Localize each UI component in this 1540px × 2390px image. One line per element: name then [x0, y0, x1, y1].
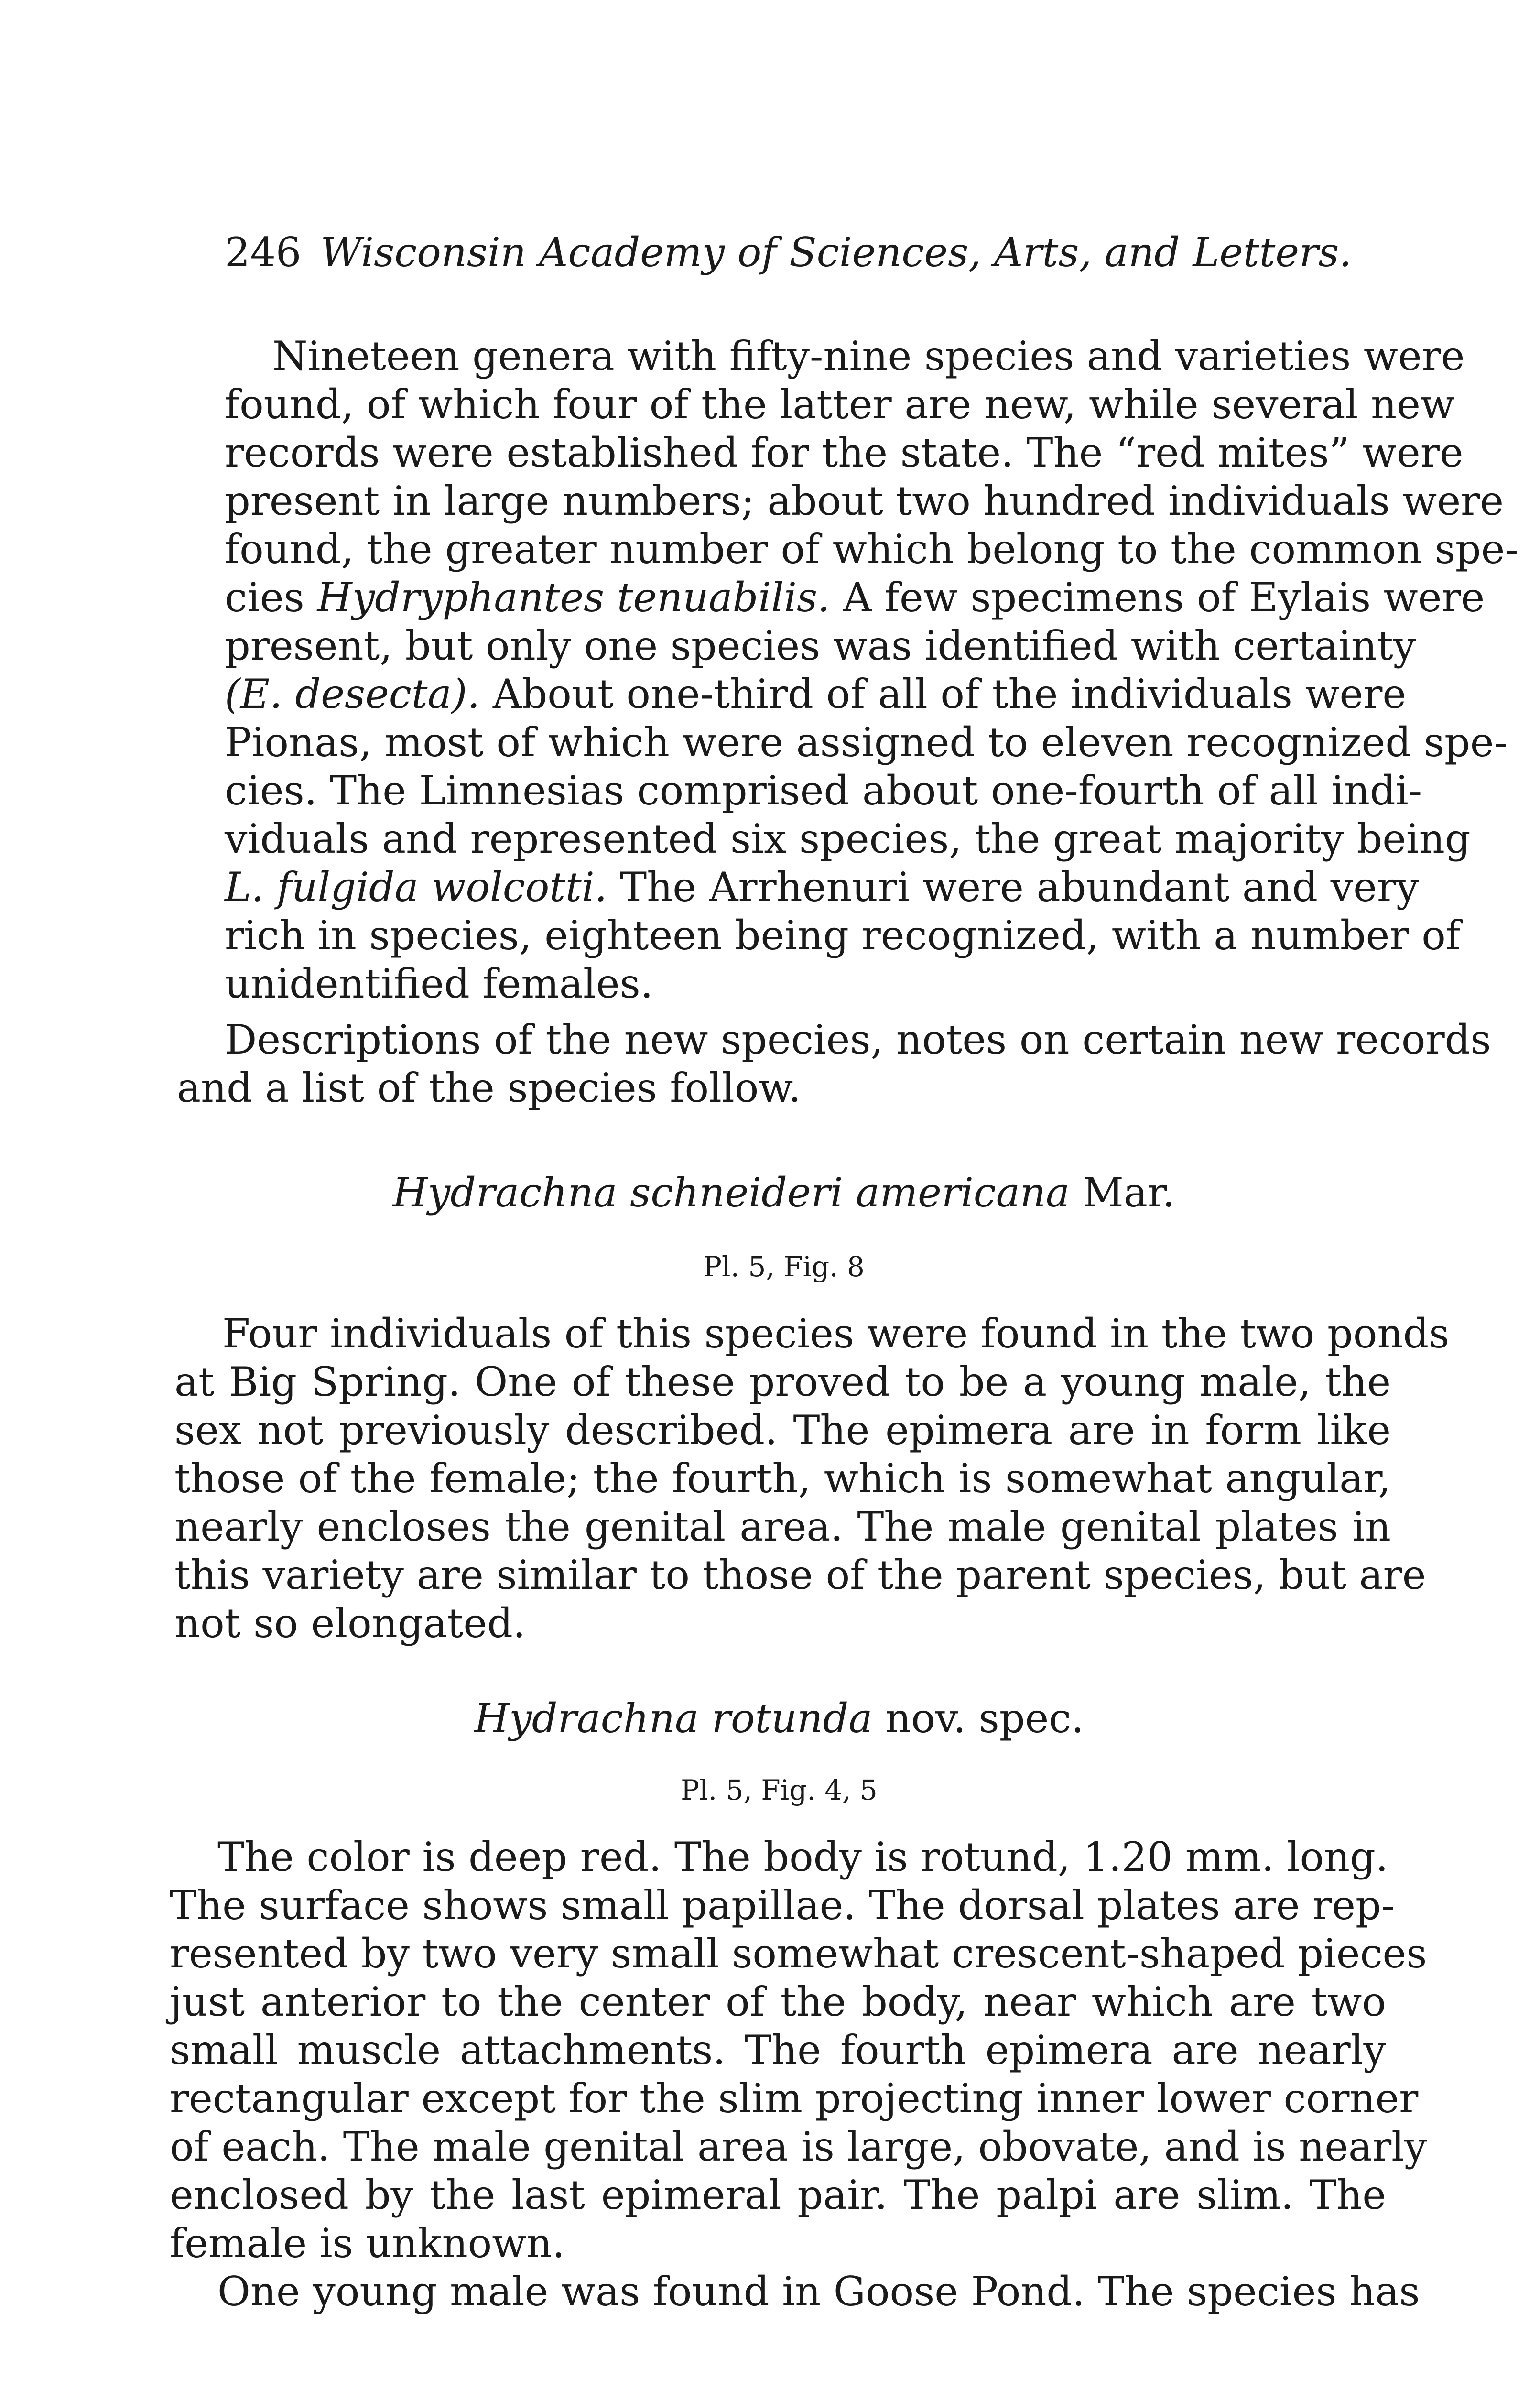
text-line: at Big Spring. One of these proved to be a young male, the	[174, 1358, 1391, 1405]
text-line: just anterior to the center of the body, near which are two	[170, 1978, 1386, 2025]
text-line: One young male was found in Goose Pond. The species has	[217, 2268, 1420, 2315]
text-line: cies. The Limnesias comprised about one-fourth of all indi-	[225, 767, 1422, 814]
text-line: and a list of the species follow.	[177, 1065, 801, 1111]
page-number: 246	[225, 229, 302, 276]
text-line: Descriptions of the new species, notes on certain new records	[225, 1016, 1491, 1063]
text-line: viduals and represented six species, the great majority being	[225, 815, 1471, 862]
running-header	[225, 228, 1391, 276]
section-paragraph	[174, 1310, 1450, 1648]
text-line: records were established for the state. The “red mites” were	[225, 429, 1464, 476]
species-name: Hydrachna schneideri americana	[392, 1169, 1070, 1216]
section-title	[177, 1169, 1391, 1217]
species-name: L. fulgida wolcotti.	[225, 864, 607, 911]
text-line: small muscle attachments. The fourth epimera are nearly	[170, 2027, 1386, 2074]
text-line: female is unknown.	[170, 2220, 565, 2267]
text-line: nearly encloses the genital area. The male genital plates in	[174, 1503, 1391, 1550]
text-line: (E. desecta). About one-third of all of the individuals were	[225, 671, 1407, 717]
section-title	[172, 1695, 1386, 1742]
text-line: rectangular except for the slim projecting inner lower corner	[170, 2075, 1419, 2122]
text-line: Nineteen genera with fifty-nine species and varieties were	[272, 333, 1465, 380]
text-line: this variety are similar to those of the parent species, but are	[174, 1552, 1426, 1598]
text-line: present, but only one species was identified with certainty	[225, 622, 1416, 669]
text-line: of each. The male genital area is large, obovate, and is nearly	[170, 2123, 1427, 2170]
journal-title: Wisconsin Academy of Sciences, Arts, and Letters.	[320, 229, 1352, 276]
text-line: those of the female; the fourth, which is somewhat angular,	[174, 1455, 1391, 1502]
text-line: sex not previously described. The epimera are in form like	[174, 1407, 1391, 1454]
species-author: nov. spec.	[885, 1695, 1084, 1742]
text-line: Four individuals of this species were found in the two ponds	[222, 1310, 1450, 1357]
text-line: resented by two very small somewhat crescent-shaped pieces	[170, 1930, 1427, 1977]
species-name: (E. desecta).	[225, 671, 480, 717]
text-line: unidentified females.	[225, 960, 653, 1007]
intro-paragraph	[225, 332, 1518, 1008]
species-author: Mar.	[1082, 1169, 1175, 1216]
text-line: The color is deep red. The body is rotund, 1.20 mm. long.	[217, 1834, 1388, 1880]
text-line: cies Hydryphantes tenuabilis. A few specimens of Eylais were	[225, 574, 1485, 621]
species-name: Hydrachna rotunda	[474, 1695, 873, 1742]
species-name: Hydryphantes tenuabilis.	[317, 574, 830, 621]
plate-reference: Pl. 5, Fig. 8	[703, 1250, 865, 1283]
text-line: rich in species, eighteen being recognized, with a number of	[225, 912, 1461, 959]
text-line: enclosed by the last epimeral pair. The palpi are slim. The	[170, 2172, 1386, 2218]
text-line: found, the greater number of which belong to the common spe-	[225, 526, 1518, 573]
section-paragraph	[170, 1833, 1427, 2316]
text-line: The surface shows small papillae. The dorsal plates are rep-	[170, 1882, 1395, 1929]
plate-reference: Pl. 5, Fig. 4, 5	[681, 1774, 878, 1806]
text-line: L. fulgida wolcotti. The Arrhenuri were abundant and very	[225, 864, 1419, 911]
text-line: found, of which four of the latter are new, while several new	[225, 381, 1455, 428]
follow-paragraph	[177, 1016, 1491, 1112]
text-line: not so elongated.	[174, 1600, 526, 1647]
text-line: present in large numbers; about two hundred individuals were	[225, 478, 1504, 524]
text-line: Pionas, most of which were assigned to eleven recognized spe-	[225, 719, 1507, 766]
